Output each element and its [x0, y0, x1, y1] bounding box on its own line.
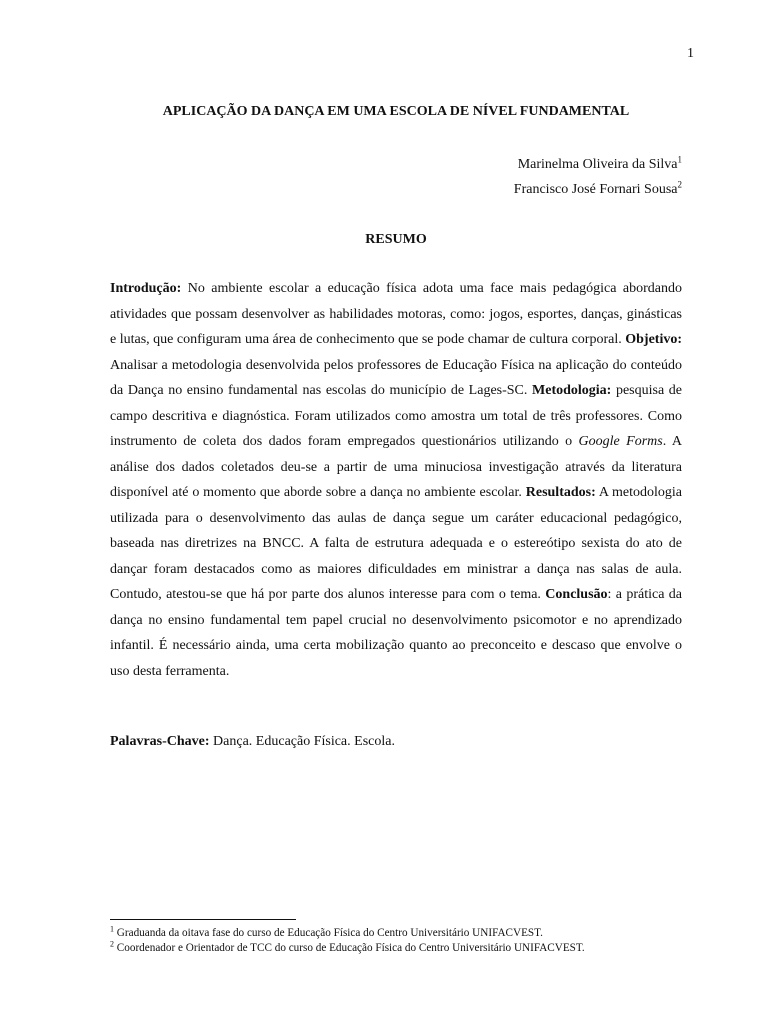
results-label: Resultados: — [525, 485, 596, 500]
objective-text: Analisar a metodologia desenvolvida pelos professores de Educação Física na aplicação do conteúdo da Dança no ensino fundamental nas escolas do município de Lages-SC. — [110, 357, 682, 398]
author-list — [514, 152, 682, 202]
keywords-line — [110, 734, 682, 750]
footnote — [110, 941, 700, 956]
intro-label: Introdução: — [110, 281, 182, 296]
paper-title: APLICAÇÃO DA DANÇA EM UMA ESCOLA DE NÍVEL FUNDAMENTAL — [162, 104, 630, 119]
author — [514, 177, 682, 202]
author-name: Francisco José Fornari Sousa — [513, 182, 678, 197]
footnote-mark: 2 — [677, 179, 682, 190]
footnote-text: Graduanda da oitava fase do curso de Educação Física do Centro Universitário UNIFACVEST. — [114, 927, 543, 939]
section-heading: RESUMO — [365, 232, 427, 247]
author-name: Marinelma Oliveira da Silva — [517, 157, 678, 172]
method-tool: Google Forms — [578, 434, 663, 449]
conclusion-text: : a prática da dança no ensino fundamental tem papel crucial no desenvolvimento psicomotor e no aprendizado infantil. É necessário ainda, uma certa mobilização quanto ao preconceito e descaso que envolve o uso desta ferramenta. — [110, 587, 683, 679]
results-text: A metodologia utilizada para o desenvolvimento das aulas de dança segue um caráter educacional pedagógico, baseada nas diretrizes na BNCC. A falta de estrutura adequada e o estereótipo sexista do ato de dançar foram destacados como as maiores dificuldades em ministrar a dança nas salas de aula. Contudo, atestou-se que há por parte dos alunos interesse para com o tema. — [110, 485, 682, 602]
footnote-divider — [110, 919, 296, 920]
abstract-paragraph — [110, 276, 682, 684]
page-number: 1 — [687, 46, 694, 61]
author — [514, 152, 682, 177]
footnote — [110, 926, 700, 941]
method-text-cont: . A análise dos dados coletados deu-se a partir de uma minuciosa investigação através da literatura disponível até o momento que aborde sobre a dança no ambiente escolar. — [110, 434, 683, 500]
intro-text: No ambiente escolar a educação física adota uma face mais pedagógica abordando atividades que possam desenvolver as habilidades motoras, como: jogos, esportes, danças, ginásticas e lutas, que configuram uma área de conhecimento que se pode chamar de cultura corporal. — [110, 281, 682, 347]
footnote-mark: 1 — [677, 154, 682, 165]
keywords-label: Palavras-Chave: — [110, 734, 210, 749]
keywords-text: Dança. Educação Física. Escola. — [209, 734, 395, 749]
footnote-mark: 1 — [110, 924, 114, 934]
objective-label: Objetivo: — [625, 332, 682, 347]
footnotes — [110, 926, 700, 956]
method-label: Metodologia: — [532, 383, 612, 398]
conclusion-label: Conclusão — [545, 587, 608, 602]
footnote-mark: 2 — [110, 939, 114, 949]
footnote-text: Coordenador e Orientador de TCC do curso de Educação Física do Centro Universitário UNIFACVEST. — [114, 942, 585, 954]
method-text: pesquisa de campo descritiva e diagnóstica. Foram utilizados como amostra um total de três professores. Como instrumento de coleta dos dados foram empregados questionários utilizando o — [110, 383, 682, 449]
